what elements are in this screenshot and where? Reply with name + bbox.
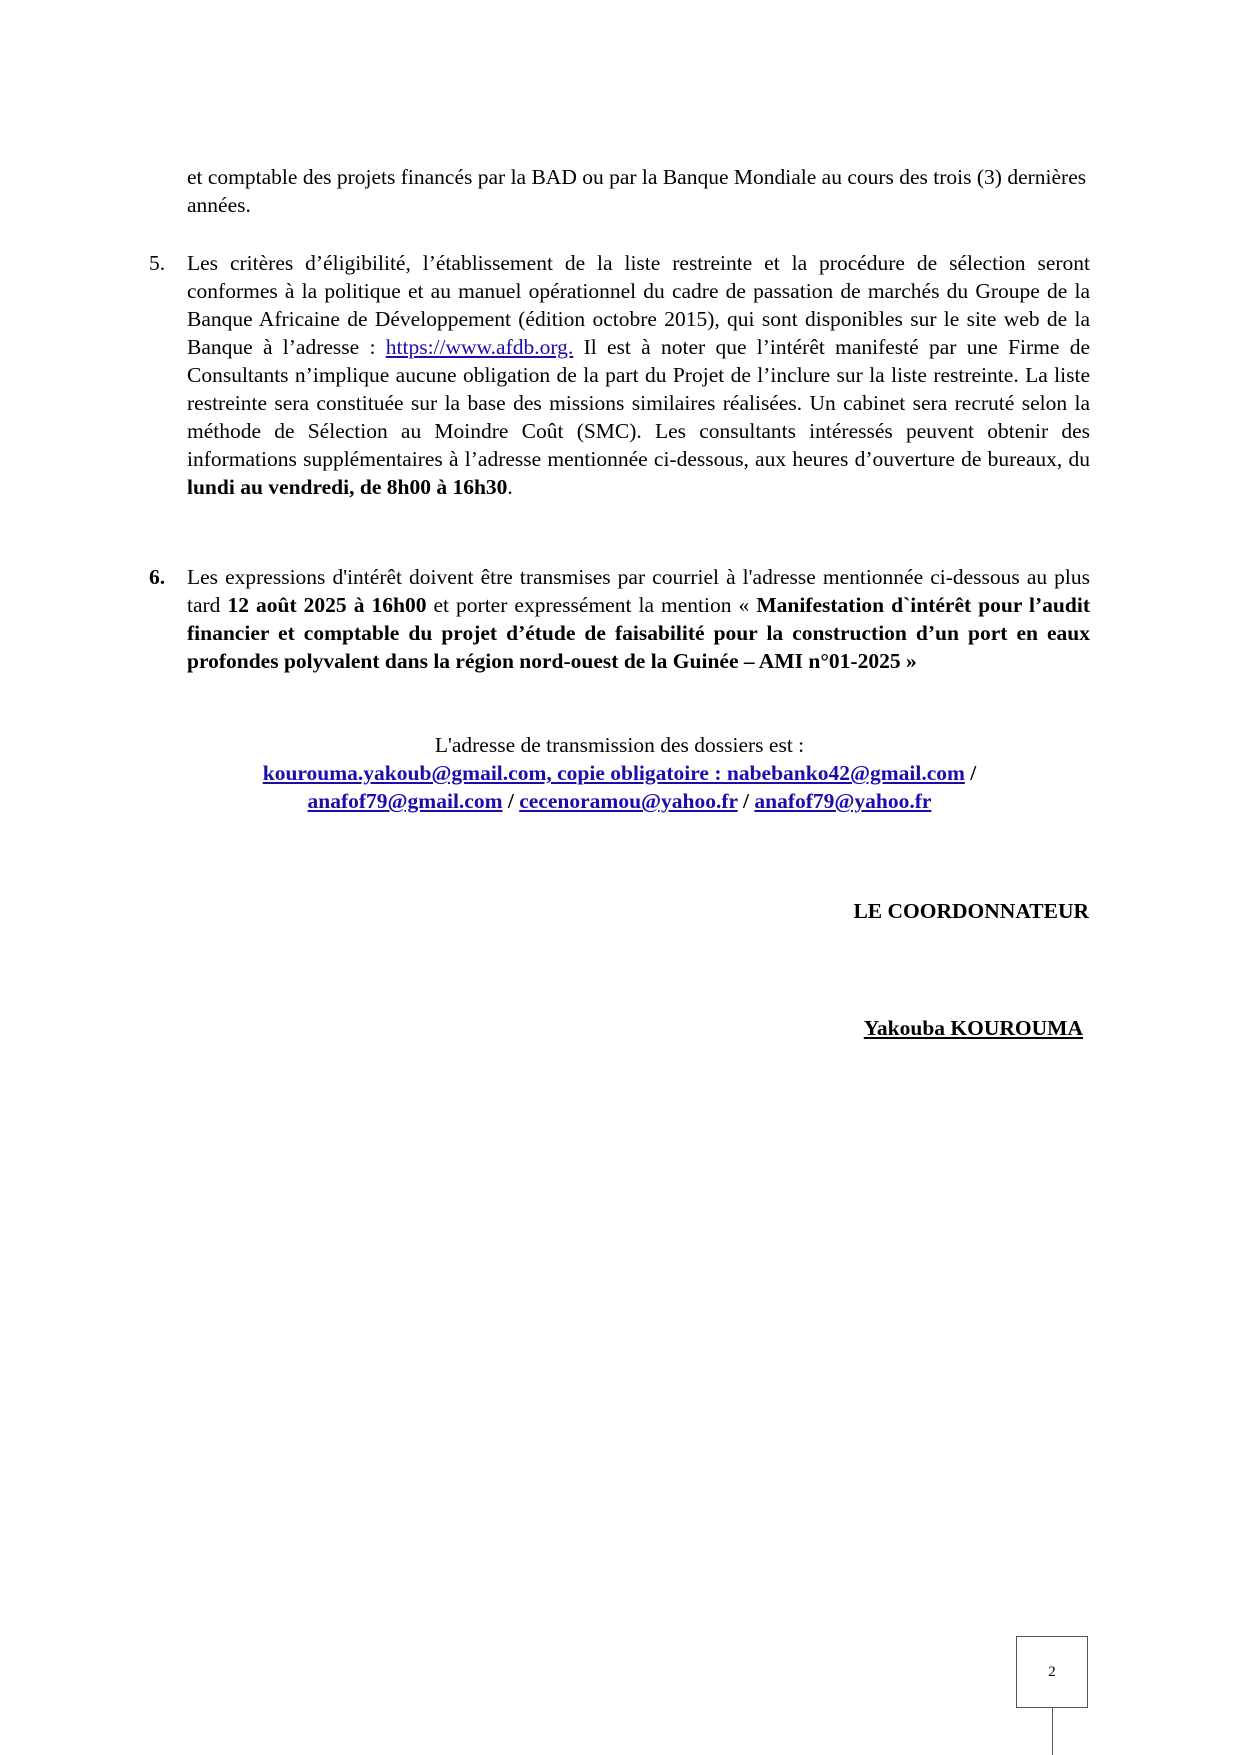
item-5-paragraph — [187, 249, 1090, 501]
office-hours: lundi au vendredi, de 8h00 à 16h30 — [187, 475, 508, 499]
address-block — [149, 731, 1090, 815]
item-5-end: . — [507, 475, 513, 499]
item-6-text-a: Les expressions d'intérêt doivent être transmises par courriel à l'adresse mentionnée ci-dessous au plus tard — [187, 565, 1090, 617]
page-number-line — [1052, 1708, 1053, 1755]
deadline: 12 août 2025 à 16h00 — [227, 593, 427, 617]
signatory-title: LE COORDONNATEUR — [853, 899, 1089, 923]
list-item-5 — [149, 249, 1090, 501]
email-link-anafof-yahoo[interactable]: anafof79@yahoo.fr — [754, 789, 932, 813]
afdb-link[interactable]: https://www.afdb.org. — [385, 335, 574, 359]
item-6-paragraph — [187, 563, 1090, 675]
item-6-text-b: et porter expressément la mention « — [426, 593, 757, 617]
email-link-cecenoramou[interactable]: cecenoramou@yahoo.fr — [519, 789, 738, 813]
separator: / — [964, 761, 977, 785]
item-number: 6. — [149, 565, 166, 589]
email-link-anafof-gmail[interactable]: anafof79@gmail.com — [307, 789, 503, 813]
item-number: 5. — [149, 251, 166, 275]
list-item-6 — [149, 563, 1090, 675]
continuation-paragraph: et comptable des projets financés par la BAD ou par la Banque Mondiale au cours des trois (3) dernières années. — [187, 165, 1087, 217]
item-5-text-b: Il est à noter que l’intérêt manifesté par une Firme de Consultants n’implique aucune obligation de la part du Projet de l’inclure sur la liste restreinte. La liste restreinte sera constituée sur la base des missions similaires réalisées. Un cabinet sera recruté selon la méthode de Sélection au Moindre Coût (SMC). Les consultants intéressés peuvent obtenir des informations supplémentaires à l’adresse mentionnée ci-dessous, aux heures d’ouverture de bureaux, du — [187, 335, 1090, 471]
email-link-primary[interactable]: kourouma.yakoub@gmail.com, copie obligatoire : nabebanko42@gmail.com — [262, 761, 965, 785]
address-line-1 — [149, 759, 1090, 787]
item-5-text-a: Les critères d’éligibilité, l’établissement de la liste restreinte et la procédure de sélection seront conformes à la politique et au manuel opérationnel du cadre de passation de marchés du Groupe de la Banque Africaine de Développement (édition octobre 2015), qui sont disponibles sur le site web de la Banque à l’adresse : — [187, 251, 1090, 359]
separator: / — [737, 789, 755, 813]
mention-title: Manifestation d`intérêt pour l’audit financier et comptable du projet d’étude de faisabilité pour la construction d’un port en eaux profondes polyvalent dans la région nord-ouest de la Guinée – AMI n°01-2025 » — [187, 593, 1090, 673]
signatory-name: Yakouba KOUROUMA — [863, 1016, 1083, 1040]
address-line-2 — [149, 787, 1090, 815]
page-number-box — [1016, 1636, 1088, 1708]
address-intro: L'adresse de transmission des dossiers est : — [434, 733, 805, 757]
page-number: 2 — [1048, 1664, 1056, 1680]
separator: / — [502, 789, 520, 813]
